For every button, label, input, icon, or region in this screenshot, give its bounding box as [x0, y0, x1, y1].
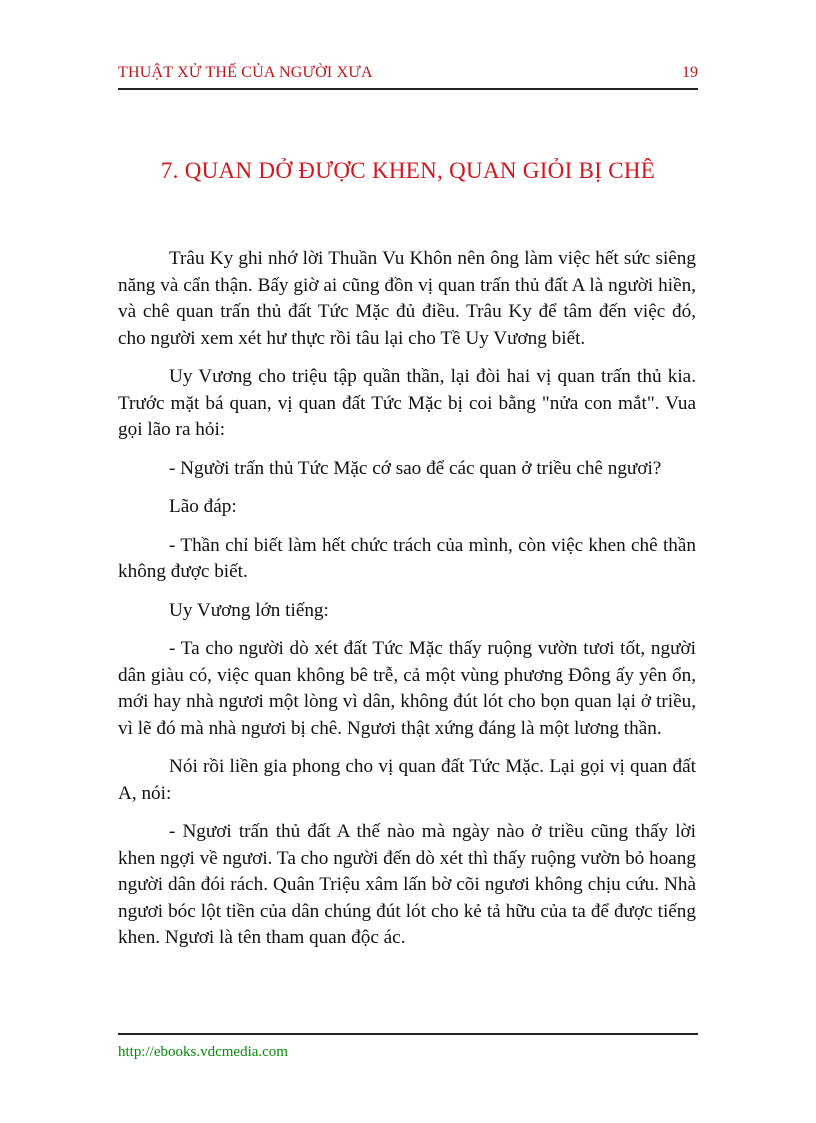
page-number: 19: [682, 64, 698, 81]
paragraph: - Người trấn thủ Tức Mặc cớ sao để các quan ở triều chê ngươi?: [169, 457, 662, 479]
paragraph: Lão đáp:: [169, 496, 237, 517]
body-text: [118, 246, 696, 964]
chapter-title: 7. QUAN DỞ ĐƯỢC KHEN, QUAN GIỎI BỊ CHÊ: [160, 158, 656, 183]
paragraph: - Thần chỉ biết làm hết chức trách của mình, còn việc khen chê thần không được biết.: [118, 534, 696, 582]
page-header: [118, 62, 698, 90]
footer-divider: [118, 1033, 698, 1035]
paragraph: Uy Vương cho triệu tập quần thần, lại đòi hai vị quan trấn thủ kia. Trước mặt bá quan, vị quan đất Tức Mặc bị coi bằng "nửa con mắt". Vua gọi lão ra hỏi:: [118, 366, 696, 440]
paragraph: - Ngươi trấn thủ đất A thế nào mà ngày nào ở triều cũng thấy lời khen ngợi về ngươi. Ta cho người đến dò xét thì thấy ruộng vườn bỏ hoang người dân đói rách. Quân Triệu xâm lấn bờ cõi ngươi không chịu cứu. Nhà ngươi bóc lột tiền của dân chúng đút lót cho kẻ tả hữu của ta để được tiếng khen. Ngươi là tên tham quan độc ác.: [118, 821, 696, 948]
paragraph: Trâu Ky ghi nhớ lời Thuần Vu Khôn nên ông làm việc hết sức siêng năng và cẩn thận. Bấy giờ ai cũng đồn vị quan trấn thủ đất A là người hiền, và chê quan trấn thủ đất Tức Mặc đủ điều. Trâu Ky để tâm đến việc đó, cho người xem xét hư thực rồi tâu lại cho Tề Uy Vương biết.: [118, 248, 696, 349]
footer-link[interactable]: http://ebooks.vdcmedia.com: [118, 1044, 288, 1060]
paragraph: Uy Vương lớn tiếng:: [169, 599, 329, 621]
paragraph: Nói rồi liền gia phong cho vị quan đất Tức Mặc. Lại gọi vị quan đất A, nói:: [118, 756, 696, 804]
running-title: THUẬT XỬ THẾ CỦA NGƯỜI XƯA: [118, 64, 373, 81]
paragraph: - Ta cho người dò xét đất Tức Mặc thấy ruộng vườn tươi tốt, người dân giàu có, việc quan không bê trễ, cả một vùng phương Đông ấy yên ổn, mới hay nhà ngươi một lòng vì dân, không đút lót cho bọn quan lại ở triều, vì lẽ đó mà nhà ngươi bị chê. Ngươi thật xứng đáng là một lương thần.: [118, 638, 696, 739]
